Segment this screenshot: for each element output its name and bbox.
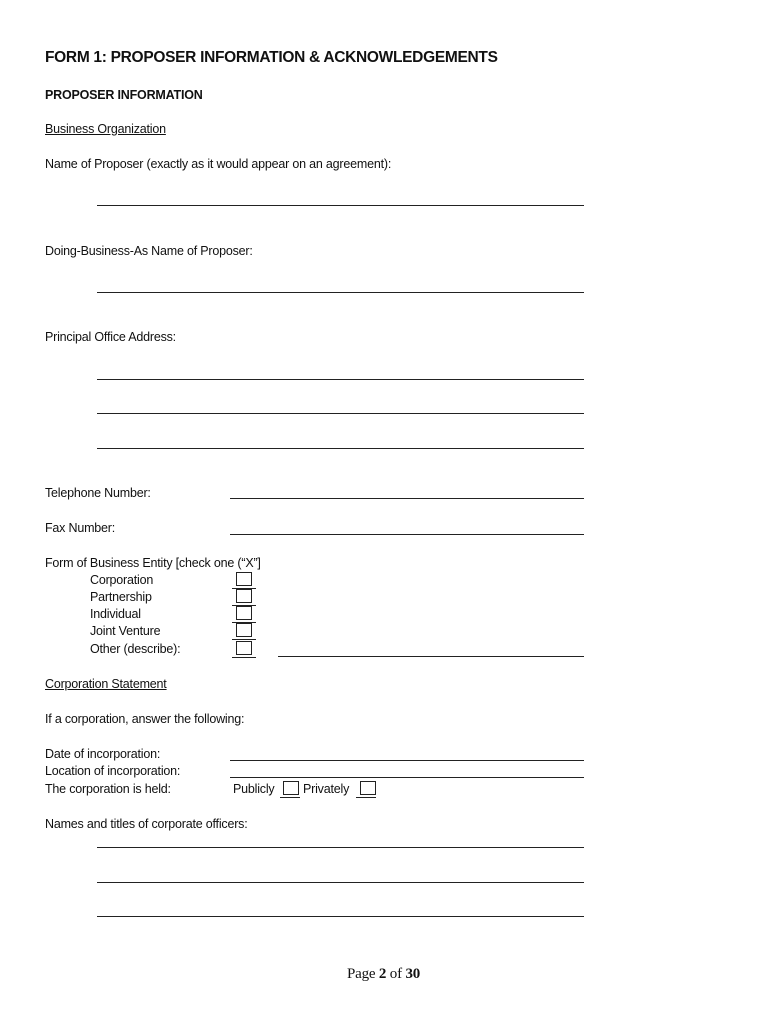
page-of: of [389,966,402,982]
section-heading: PROPOSER INFORMATION [45,88,203,102]
corporation-held-label: The corporation is held: [45,782,171,796]
publicly-label: Publicly [233,782,275,796]
page-total: 30 [405,966,421,982]
address-line-2-field[interactable] [97,413,584,414]
proposer-name-field[interactable] [97,205,584,206]
corporation-statement-heading: Corporation Statement [45,677,167,691]
incorporation-date-field[interactable] [230,760,584,761]
checkbox-underline [356,797,376,798]
dba-name-field[interactable] [97,292,584,293]
corporation-intro: If a corporation, answer the following: [45,712,245,726]
address-line-1-field[interactable] [97,379,584,380]
business-org-heading: Business Organization [45,122,166,136]
entity-option-joint-venture: Joint Venture [90,624,161,638]
publicly-checkbox[interactable] [283,781,299,795]
corporate-officers-label: Names and titles of corporate officers: [45,817,248,831]
entity-option-other: Other (describe): [90,642,181,656]
checkbox-underline [280,797,300,798]
fax-label: Fax Number: [45,521,116,535]
fax-field[interactable] [230,534,584,535]
officers-line-3-field[interactable] [97,916,584,917]
joint-venture-checkbox[interactable] [236,623,252,637]
dba-name-label: Doing-Business-As Name of Proposer: [45,244,253,258]
address-line-3-field[interactable] [97,448,584,449]
checkbox-underline [232,657,256,658]
page-number [347,966,420,983]
individual-checkbox[interactable] [236,606,252,620]
proposer-name-label: Name of Proposer (exactly as it would appear on an agreement): [45,157,392,171]
page-current: 2 [378,966,387,982]
telephone-label: Telephone Number: [45,486,151,500]
page-word: Page [347,966,376,982]
privately-checkbox[interactable] [360,781,376,795]
officers-line-1-field[interactable] [97,847,584,848]
partnership-checkbox[interactable] [236,589,252,603]
address-label: Principal Office Address: [45,330,176,344]
entity-option-partnership: Partnership [90,590,152,604]
form-title: FORM 1: PROPOSER INFORMATION & ACKNOWLEDGEMENTS [45,49,498,66]
officers-line-2-field[interactable] [97,882,584,883]
privately-label: Privately [303,782,350,796]
incorporation-location-field[interactable] [230,777,584,778]
telephone-field[interactable] [230,498,584,499]
entity-option-individual: Individual [90,607,141,621]
checkbox-underline [232,639,256,640]
entity-option-corporation: Corporation [90,573,154,587]
incorporation-location-label: Location of incorporation: [45,764,181,778]
incorporation-date-label: Date of incorporation: [45,747,161,761]
other-checkbox[interactable] [236,641,252,655]
corporation-checkbox[interactable] [236,572,252,586]
entity-type-label: Form of Business Entity [check one (“X”] [45,556,261,570]
other-describe-field[interactable] [278,656,584,657]
